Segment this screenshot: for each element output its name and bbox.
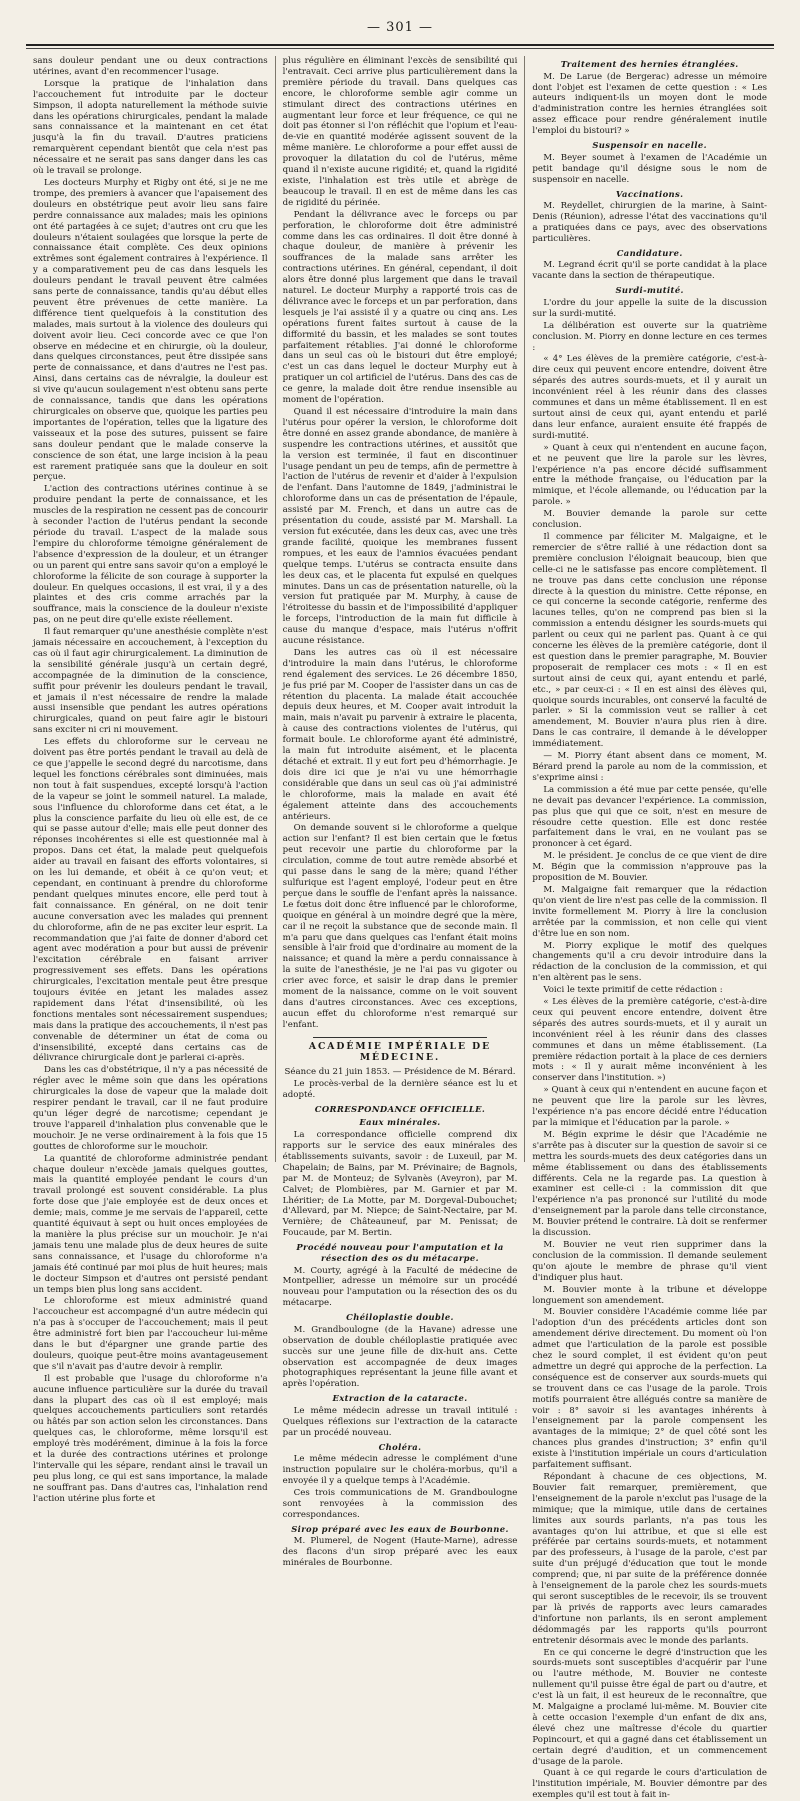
- paragraph: Dans les cas d'obstétrique, il n'y a pas nécessité de régler avec le même soin que dans les opérations chirurgicales la dose de vapeur que la malade doit respirer pendant le travail, car il ne faut produire qu'un léger degré de narcotisme; cependant je trouve l'appareil d'inhalation plus convenable que le mouchoir. Je ne verse ordinairement à la fois que 15 gouttes de chloroforme sur le mouchoir.: [33, 1065, 268, 1152]
- paragraph: Les effets du chloroforme sur le cerveau ne doivent pas être portés pendant le travail au delà de ce que j'appelle le second degré du narcotisme, dans lequel les fonctions cérébrales sont diminuées, mais non tout à fait suspendues, excepté lorsqu'à l'action de la vapeur se joint le sommeil naturel. La malade, sous l'influence du chloroforme dans cet état, a le plus la conscience parfaite du lieu où elle est, de ce qui se passe autour d'elle; mais elle peut donner des réponses incohérentes si elle est questionnée mal à propos. Dans cet état, la malade peut quelquefois aider au travail en faisant des efforts volontaires, si on les lui demande, et obéit à ce qu'on veut; et cependant, en continuant à prendre du chloroforme pendant quelques minutes encore, elle perd tout à fait connaissance. En général, on ne doit tenir aucune conversation avec les malades qui prennent du chloroforme, afin de ne pas exciter leur esprit. La recommandation que j'ai faite de donner d'abord cet agent avec modération a pour but aussi de prévenir l'excitation cérébrale en faisant arriver progressivement ses effets. Dans les opérations chirurgicales, l'excitation mentale peut être presque toujours évitée en jetant les malades assez rapidement dans l'état d'insensibilité, où les fonctions mentales sont nécessairement suspendues; mais dans la pratique des accouchements, il n'est pas convenable de déterminer un état de coma ou d'insensibilité, excepté dans certains cas de délivrance chirurgicale dont je parlerai ci-après.: [33, 737, 268, 1064]
- paragraph: Il commence par féliciter M. Malgaigne, et le remercier de s'être rallié à une rédaction dont sa première conclusion l'éloignait beaucoup, bien que celle-ci ne le satisfasse pas encore complètement. Il ne trouve pas dans cette conclusion une réponse directe à la question du ministre. Cette réponse, en ce qui concerne la seconde catégorie, renferme des lacunes telles, qu'on ne comprend pas bien si la commission a entendu désigner les sourds-muets qui parlent ou ceux qui ne parlent pas. Quant à ce qui concerne les élèves de la première catégorie, dont il est question dans le premier paragraphe, M. Bouvier proposerait de remplacer ces mots : « Il en est surtout ainsi de ceux qui, ayant entendu et parlé, etc., » par ceux-ci : « Il en est ainsi des élèves qui, quoique sourds incurables, ont conservé la faculté de parler. » Si la commission veut se rallier à cet amendement, M. Bouvier n'aura plus rien à dire. Dans le cas contraire, il demande à le développer immédiatement.: [532, 531, 768, 750]
- paragraph: Quant à ce qui regarde le cours d'articulation de l'institution impériale, M. Bouvier démontre par des exemples qu'il est tout à fait in-: [532, 1768, 768, 1801]
- paragraph: Répondant à chacune de ces objections, M. Bouvier fait remarquer, premièrement, que l'enseignement de la parole n'exclut pas l'usage de la mimique; que la mimique, utile dans de certaines limites aux sourds parlants, n'a pas tous les avantages qu'on lui attribue, et que si elle est préférée par certains sourds-muets, et notamment par des professeurs, à l'usage de la parole, c'est par suite d'un préjugé d'éducation que tout le monde comprend; que, ni par suite de la préférence donnée à l'enseignement de la parole chez les sourds-muets qui seront susceptibles de le recevoir, ils se trouvent par là privés de rapports avec leurs camarades d'infortune non parlants, ils en seront amplement dédommagés par les rapports qu'ils pourront entretenir désormais avec le monde des parlants.: [532, 1472, 768, 1646]
- paragraph: M. Reydellet, chirurgien de la marine, à Saint-Denis (Réunion), adresse l'état des vaccinations qu'il a pratiquées dans ce pays, avec des observations particulières.: [532, 201, 768, 244]
- column-2: [275, 56, 525, 1569]
- paragraph: Pendant la délivrance avec le forceps ou par perforation, le chloroforme doit être administré comme dans les cas ordinaires. Il doit être donné à chaque douleur, de manière à prévenir les souffrances de la malade sans arrêter les contractions utérines. En général, cependant, il doit alors être donné plus largement que dans le travail naturel. Le docteur Murphy a rapporté trois cas de délivrance avec le forceps et un par perforation, dans lesquels je l'ai assisté il y a quatre ou cinq ans. Les opérations furent faites surtout à cause de la difformité du bassin, et les malades se sont toutes parfaitement rétablies. J'ai donné le chloroforme dans un seul cas où le bistouri dut être employé; c'est un cas dans lequel le docteur Murphy eut à pratiquer un col artificiel de l'utérus. Dans des cas de ce genre, la malade doit être rendue insensible au moment de l'opération.: [282, 209, 518, 406]
- paragraph: Quand il est nécessaire d'introduire la main dans l'utérus pour opérer la version, le chloroforme doit être donné en assez grande abondance, de manière à suspendre les contractions utérines, et aussitôt que la version est terminée, il faut en discontinuer l'usage pendant un peu de temps, afin de permettre à l'action de l'utérus de revenir et d'aider à l'expulsion de l'enfant. Dans l'automne de 1849, j'administrai le chloroforme dans un cas de présentation de l'épaule, assisté par M. French, et dans un autre cas de présentation du coude, assisté par M. Marshall. La version fut exécutée, dans les deux cas, avec une très grande facilité, quoique les membranes fussent rompues, et les eaux de l'amnios évacuées pendant quelque temps. L'utérus se contracta ensuite dans les deux cas, et le placenta fut expulsé en quelques minutes. Dans un cas de présentation naturelle, où la version fut pratiquée par M. Murphy, à cause de l'étroitesse du bassin et de l'impossibilité d'appliquer le forceps, l'introduction de la main fut difficile à cause du manque d'espace, mais l'utérus n'offrit aucune résistance.: [282, 407, 518, 647]
- paragraph: M. Malgaigne fait remarquer que la rédaction qu'on vient de lire n'est pas celle de la commission. Il invite formellement M. Piorry à lire la conclusion arrêtée par la commission, et non celle qui vient d'être lue en son nom.: [532, 884, 768, 939]
- paragraph: La quantité de chloroforme administrée pendant chaque douleur n'excède jamais quelques gouttes, mais la quantité employée pendant le cours d'un travail prolongé est souvent considérable. La plus forte dose que j'aie employée est de deux onces et demie; mais, comme je me servais de l'appareil, cette quantité équivaut à sept ou huit onces employées de la manière la plus précise sur un mouchoir. Je n'ai jamais tenu une malade plus de deux heures de suite sans connaissance, et l'usage du chloroforme n'a jamais été continué par moi plus de huit heures; mais le docteur Simpson et d'autres ont persisté pendant un temps bien plus long sans accident.: [33, 1153, 268, 1295]
- text-columns: [26, 56, 774, 1801]
- procede-heading: Procédé nouveau pour l'amputation et la résection des os du métacarpe.: [296, 1242, 504, 1263]
- paragraph: M. le président. Je conclus de ce que vient de dire M. Bégin que la commission n'approuve pas la proposition de M. Bouvier.: [532, 851, 768, 884]
- paragraph: M. Bouvier considère l'Académie comme liée par l'adoption d'un des précédents articles dont son amendement dérive directement. Du moment où l'on admet que l'articulation de la parole est possible chez le sourd complet, il est évident qu'on peut admettre un degré qui approche de la perfection. La conséquence est de conserver aux sourds-muets qui se trouvent dans ce cas l'usage de la parole. Trois motifs pourraient être allégués contre sa manière de voir : 8° savoir si les avantages inhérents à l'enseignement par la parole compensent les avantages de la mimique; 2° de quel côté sont les chances plus grandes d'instruction; 3° enfin qu'il existe à l'institution impériale un cours d'articulation parfaitement suffisant.: [532, 1307, 768, 1471]
- paragraph: Le même médecin adresse le complément d'une instruction populaire sur le choléra-morbus, qu'il a envoyée il y a quelque temps à l'Académie.: [282, 1454, 518, 1487]
- paragraph: M. Courty, agrégé à la Faculté de médecine de Montpellier, adresse un mémoire sur un procédé nouveau pour l'amputation ou la résection des os du métacarpe.: [282, 1265, 518, 1309]
- column-3: [524, 56, 774, 1801]
- paragraph: « 4° Les élèves de la première catégorie, c'est-à-dire ceux qui peuvent encore entendre, doivent être séparés des autres sourds-muets, et il y aurait un inconvénient réel à les réunir dans des classes communes et dans un même établissement. Il en est surtout ainsi de ceux qui, ayant entendu et parlé dans leur enfance, auraient ensuite été frappés de surdi-mutité.: [532, 354, 768, 441]
- cataracte-heading: Extraction de la cataracte.: [332, 1393, 468, 1404]
- header-rule: [26, 44, 774, 46]
- paragraph: Lorsque la pratique de l'inhalation dans l'accouchement fut introduite par le docteur Simpson, il adopta naturellement la méthode suivie dans les opérations chirurgicales, pendant la malade sans connaissance et la maintenant en cet état jusqu'à la fin du travail. D'autres praticiens remarquèrent cependant bientôt que cela n'est pas nécessaire et ne serait pas sans danger dans les cas où le travail se prolonge.: [33, 78, 268, 177]
- paragraph: La correspondance officielle comprend dix rapports sur le service des eaux minérales des établissements suivants, savoir : de Luxeuil, par M. Chapelain; de Bains, par M. Prévinaire; de Bagnols, par M. de Monteuz; de Sylvanès (Aveyron), par M. Calvet; de Plombières, par M. Garnier et par M. Lhéritier; de La Motte, par M. Dorgeval-Dubouchet; d'Allevard, par M. Niepce; de Saint-Nectaire, par M. Vernière; de Châteauneuf, par M. Penissat; de Foucaude, par M. Bertin.: [282, 1130, 518, 1239]
- paragraph: « Les élèves de la première catégorie, c'est-à-dire ceux qui peuvent encore entendre, doivent être séparés des autres sourds-muets, et il y aurait un inconvénient réel à les réunir dans des classes communes et dans un même établissement. (La première rédaction portait à la place de ces derniers mots : « Il y aurait même inconvénient à les conserver dans l'institution. »): [532, 997, 768, 1084]
- paragraph: M. Bouvier ne veut rien supprimer dans la conclusion de la commission. Il demande seulement qu'on ajoute le membre de phrase qu'il vient d'indiquer plus haut.: [532, 1239, 768, 1283]
- paragraph: » Quant à ceux qui n'entendent en aucune façon et ne peuvent que lire la parole sur les lèvres, l'expérience n'a pas encore décidé entre l'éducation par la mimique et l'éducation par la parole. »: [532, 1085, 768, 1129]
- paragraph: Il est probable que l'usage du chloroforme n'a aucune influence particulière sur la durée du travail dans la plupart des cas où il est employé; mais quelques accouchements particuliers sont retardés ou hâtés par son action selon les circonstances. Dans quelques cas, le chloroforme, même lorsqu'il est employé très modérément, diminue à la fois la force et la durée des contractions utérines et prolonge l'intervalle qui les sépare, rendant ainsi le travail un peu plus long, ce qui est sans importance, la malade ne souffrant pas. Dans d'autres cas, l'inhalation rend l'action utérine plus forte et: [33, 1373, 268, 1504]
- seance-line: Séance du 21 juin 1853. — Présidence de M. Bérard.: [284, 1067, 516, 1078]
- column-1: [26, 56, 275, 1504]
- correspondance-heading: CORRESPONDANCE OFFICIELLE.: [314, 1103, 486, 1114]
- paragraph: Le même médecin adresse un travail intitulé : Quelques réflexions sur l'extraction de la cataracte par un procédé nouveau.: [282, 1405, 518, 1438]
- sirop-heading: Sirop préparé avec les eaux de Bourbonne.: [291, 1523, 509, 1534]
- paragraph: sans douleur pendant une ou deux contractions utérines, avant d'en recommencer l'usage.: [33, 56, 268, 77]
- section-divider: [313, 1037, 488, 1038]
- paragraph: La commission a été mue par cette pensée, qu'elle ne devait pas devancer l'expérience. La commission, pas plus que qui que ce soit, n'est en mesure de résoudre cette question. Elle est donc restée parfaitement dans le vrai, en ne voulant pas se prononcer à cet égard.: [532, 784, 768, 850]
- paragraph: M. Beyer soumet à l'examen de l'Académie un petit bandage qu'il désigne sous le nom de suspensoir en nacelle.: [532, 152, 768, 185]
- paragraph: Le chloroforme est mieux administré quand l'accoucheur est accompagné d'un autre médecin qui n'a pas à s'occuper de l'accouchement; mais il peut être administré fort bien par l'accoucheur lui-même dans le but d'épargner une grande partie des douleurs, quoique peut-être moins avantageusement que s'il n'avait pas d'autre devoir à remplir.: [33, 1296, 268, 1372]
- paragraph: Les docteurs Murphy et Rigby ont été, si je ne me trompe, des premiers à avancer que l'apaisement des douleurs en obstétrique peut avoir lieu sans faire perdre connaissance aux malades; mais les opinions ont été partagées à ce sujet; d'autres ont cru que les douleurs n'étaient soulagées que lorsque la perte de connaissance était complète. Ces deux opinions extrêmes sont également contraires à l'expérience. Il y a comparativement peu de cas dans lesquels les douleurs pendant le travail peuvent être calmées sans perte de connaissance, tandis qu'au début elles peuvent être prévenues de cette manière. La différence tient quelquefois à la constitution des malades, mais surtout à la violence des douleurs qui doivent avoir lieu. Ceci concorde avec ce que l'on observe en médecine et en chirurgie, où la douleur, dans quelques circonstances, peut être dissipée sans perte de connaissance, et dans d'autres ne l'est pas. Ainsi, dans certains cas de névralgie, la douleur est si vive qu'aucun soulagement n'est obtenu sans perte de connaissance, tandis que dans les opérations chirurgicales on observe que, quoique les parties peu importantes de l'opération, telles que la ligature des vaisseaux et la pose des sutures, puissent se faire sans douleur pendant que le malade conserve la conscience de son état, une large incision à la peau est rarement pratiquée sans que la douleur en soit perçue.: [33, 177, 268, 483]
- paragraph: M. Bouvier demande la parole sur cette conclusion.: [532, 509, 768, 531]
- paragraph: M. Bouvier monte à la tribune et développe longuement son amendement.: [532, 1284, 768, 1306]
- paragraph: Il faut remarquer qu'une anesthésie complète n'est jamais nécessaire en accouchement, à l'exception du cas où il faut agir chirurgicalement. La diminution de la sensibilité générale jusqu'à un certain degré, accompagnée de la diminution de la conscience, suffit pour prévenir les douleurs pendant le travail, et jamais il n'est nécessaire de rendre la malade aussi insensible que pendant les autres opérations chirurgicales, quand on peut faire agir le bistouri sans exciter ni cri ni mouvement.: [33, 627, 268, 736]
- cholera-heading: Choléra.: [378, 1441, 422, 1452]
- eaux-heading: Eaux minérales.: [359, 1117, 441, 1128]
- paragraph: L'ordre du jour appelle la suite de la discussion sur la surdi-mutité.: [532, 297, 768, 319]
- paragraph: Ces trois communications de M. Grandboulogne sont renvoyées à la commission des correspondances.: [282, 1488, 518, 1520]
- suspensoir-heading: Suspensoir en nacelle.: [592, 140, 707, 151]
- paragraph: » Quant à ceux qui n'entendent en aucune façon, et ne peuvent que lire la parole sur les lèvres, l'expérience n'a pas encore décidé suffisamment entre la méthode française, ou l'éducation par la mimique, et l'école allemande, ou l'éducation par la parole. »: [532, 442, 768, 508]
- cheiloplastie-heading: Chéiloplastie double.: [346, 1312, 454, 1323]
- paragraph: M. Legrand écrit qu'il se porte candidat à la place vacante dans la section de thérapeutique.: [532, 260, 768, 282]
- header-rule-thin: [26, 48, 774, 49]
- paragraph: M. Bégin exprime le désir que l'Académie ne s'arrête pas à discuter sur la question de savoir si ce mettra les sourds-muets des deux catégories dans un même établissement ou dans des établissements différents. Cela ne la regarde pas. La question à examiner est celle-ci : la commission dit que l'expérience n'a pas prononcé sur l'utilité du mode d'enseignement par la parole dans telle circonstance, M. Bouvier prétend le contraire. Là doit se renfermer la discussion.: [532, 1129, 768, 1239]
- paragraph: M. Plumerel, de Nogent (Haute-Marne), adresse des flacons d'un sirop préparé avec les eaux minérales de Bourbonne.: [282, 1536, 518, 1569]
- paragraph: M. Grandboulogne (de la Havane) adresse une observation de double chéiloplastie pratiquée avec succès sur une jeune fille de dix-huit ans. Cette observation est accompagnée de deux images photographiques représentant la jeune fille avant et après l'opération.: [282, 1324, 518, 1390]
- page-header: [26, 8, 774, 48]
- hernies-heading: Traitement des hernies étranglées.: [560, 59, 739, 69]
- academy-title: ACADÉMIE IMPÉRIALE DE MÉDECINE.: [308, 1040, 492, 1064]
- paragraph: — M. Piorry étant absent dans ce moment, M. Bérard prend la parole au nom de la commission, et s'exprime ainsi :: [532, 751, 768, 783]
- proces-verbal: Le procès-verbal de la dernière séance est lu et adopté.: [282, 1078, 518, 1100]
- paragraph: M. De Larue (de Bergerac) adresse un mémoire dont l'objet est l'examen de cette question : « Les auteurs indiquent-ils un moyen dont le mode d'administration contre les hernies étranglées soit assez efficace pour rendre généralement inutile l'emploi du bistouri? »: [532, 71, 768, 137]
- paragraph: M. Piorry explique le motif des quelques changements qu'il a cru devoir introduire dans la rédaction de la conclusion de la commission, et qui n'en altèrent pas le sens.: [532, 940, 768, 984]
- paragraph: La délibération est ouverte sur la quatrième conclusion. M. Piorry en donne lecture en ces termes :: [532, 320, 768, 353]
- paragraph: En ce qui concerne le degré d'instruction que les sourds-muets sont susceptibles d'acquérir par l'une ou l'autre méthode, M. Bouvier ne conteste nullement qu'il puisse être égal de part ou d'autre, et c'est là un fait, il est heureux de le reconnaître, que M. Malgaigne a proclamé lui-même. M. Bouvier cite à cette occasion l'exemple d'un enfant de dix ans, élevé chez une maîtresse d'école du quartier Popincourt, et qui a gagné dans cet établissement un certain degré d'audition, et un commencement d'usage de la parole.: [532, 1647, 768, 1767]
- paragraph: Dans les autres cas où il est nécessaire d'introduire la main dans l'utérus, le chloroforme rend également des services. Le 26 décembre 1850, je fus prié par M. Cooper de l'assister dans un cas de rétention du placenta. La malade était accouchée depuis deux heures, et M. Cooper avait introduit la main, mais n'avait pu parvenir à extraire le placenta, à cause des contractions violentes de l'utérus, qui formait boule. Le chloroforme ayant été administré, la main fut introduite aisément, et le placenta détaché et extrait. Il y eut fort peu d'hémorrhagie. Je dois dire ici que je n'ai vu une hémorrhagie considérable que dans un seul cas où j'ai administré le chloroforme, mais la malade en avait été également atteinte dans des accouchements antérieurs.: [282, 647, 518, 822]
- paragraph: Voici le texte primitif de cette rédaction :: [543, 985, 723, 996]
- paragraph: plus régulière en éliminant l'excès de sensibilité qui l'entravait. Ceci arrive plus particulièrement dans la première période du travail. Dans quelques cas encore, le chloroforme semble agir comme un stimulant direct des contractions utérines en augmentant leur force et leur fréquence, ce qui ne doit pas étonner si l'on réfléchit que l'opium et l'eau-de-vie en quantité modérée agissent souvent de la même manière. Le chloroforme a pour effet aussi de provoquer la dilatation du col de l'utérus, même quand il n'existe aucune rigidité; et, quand la rigidité existe, l'inhalation est très utile et abrège de beaucoup le travail. Il en est de même dans les cas de rigidité du périnée.: [282, 56, 518, 208]
- page-number: — 301 —: [366, 20, 434, 35]
- surdi-mutite-heading: Surdi-mutité.: [615, 285, 684, 296]
- candidature-heading: Candidature.: [616, 247, 683, 258]
- vaccinations-heading: Vaccinations.: [615, 188, 684, 199]
- paragraph: L'action des contractions utérines continue à se produire pendant la perte de connaissance, et les muscles de la respiration ne cessent pas de concourir à seconder l'action de l'utérus pendant la seconde période du travail. L'aspect de la malade sous l'empire du chloroforme témoigne généralement de l'absence d'expression de la douleur, et un étranger ou un parent qui entre sans savoir qu'on a employé le chloroforme la félicite de son courage à supporter la douleur. En quelques occasions, il est vrai, il y a des plaintes et des cris comme arrachés par la souffrance, mais la conscience de la douleur n'existe pas, on ne peut dire qu'elle existe réellement.: [33, 484, 268, 626]
- paragraph: On demande souvent si le chloroforme a quelque action sur l'enfant? Il est bien certain que le fœtus peut recevoir une partie du chloroforme par la circulation, comme de tout autre remède absorbé et qui passe dans le sang de la mère; quand l'éther sulfurique est l'agent employé, l'odeur peut en être perçue dans le souffle de l'enfant après la naissance. Le fœtus doit donc être influencé par le chloroforme, quoique en général à un moindre degré que la mère, car il ne reçoit la substance que de seconde main. Il m'a paru que dans quelques cas l'enfant était moins sensible à l'air froid que d'ordinaire au moment de la naissance; et quand la mère a perdu connaissance à la suite de l'anesthésie, je ne l'ai pas vu gigoter ou crier avec force, et saisir le drap dans le premier moment de la naissance, comme on le voit souvent dans d'autres circonstances. Avec ces exceptions, aucun effet du chloroforme n'est remarqué sur l'enfant.: [282, 823, 518, 1030]
